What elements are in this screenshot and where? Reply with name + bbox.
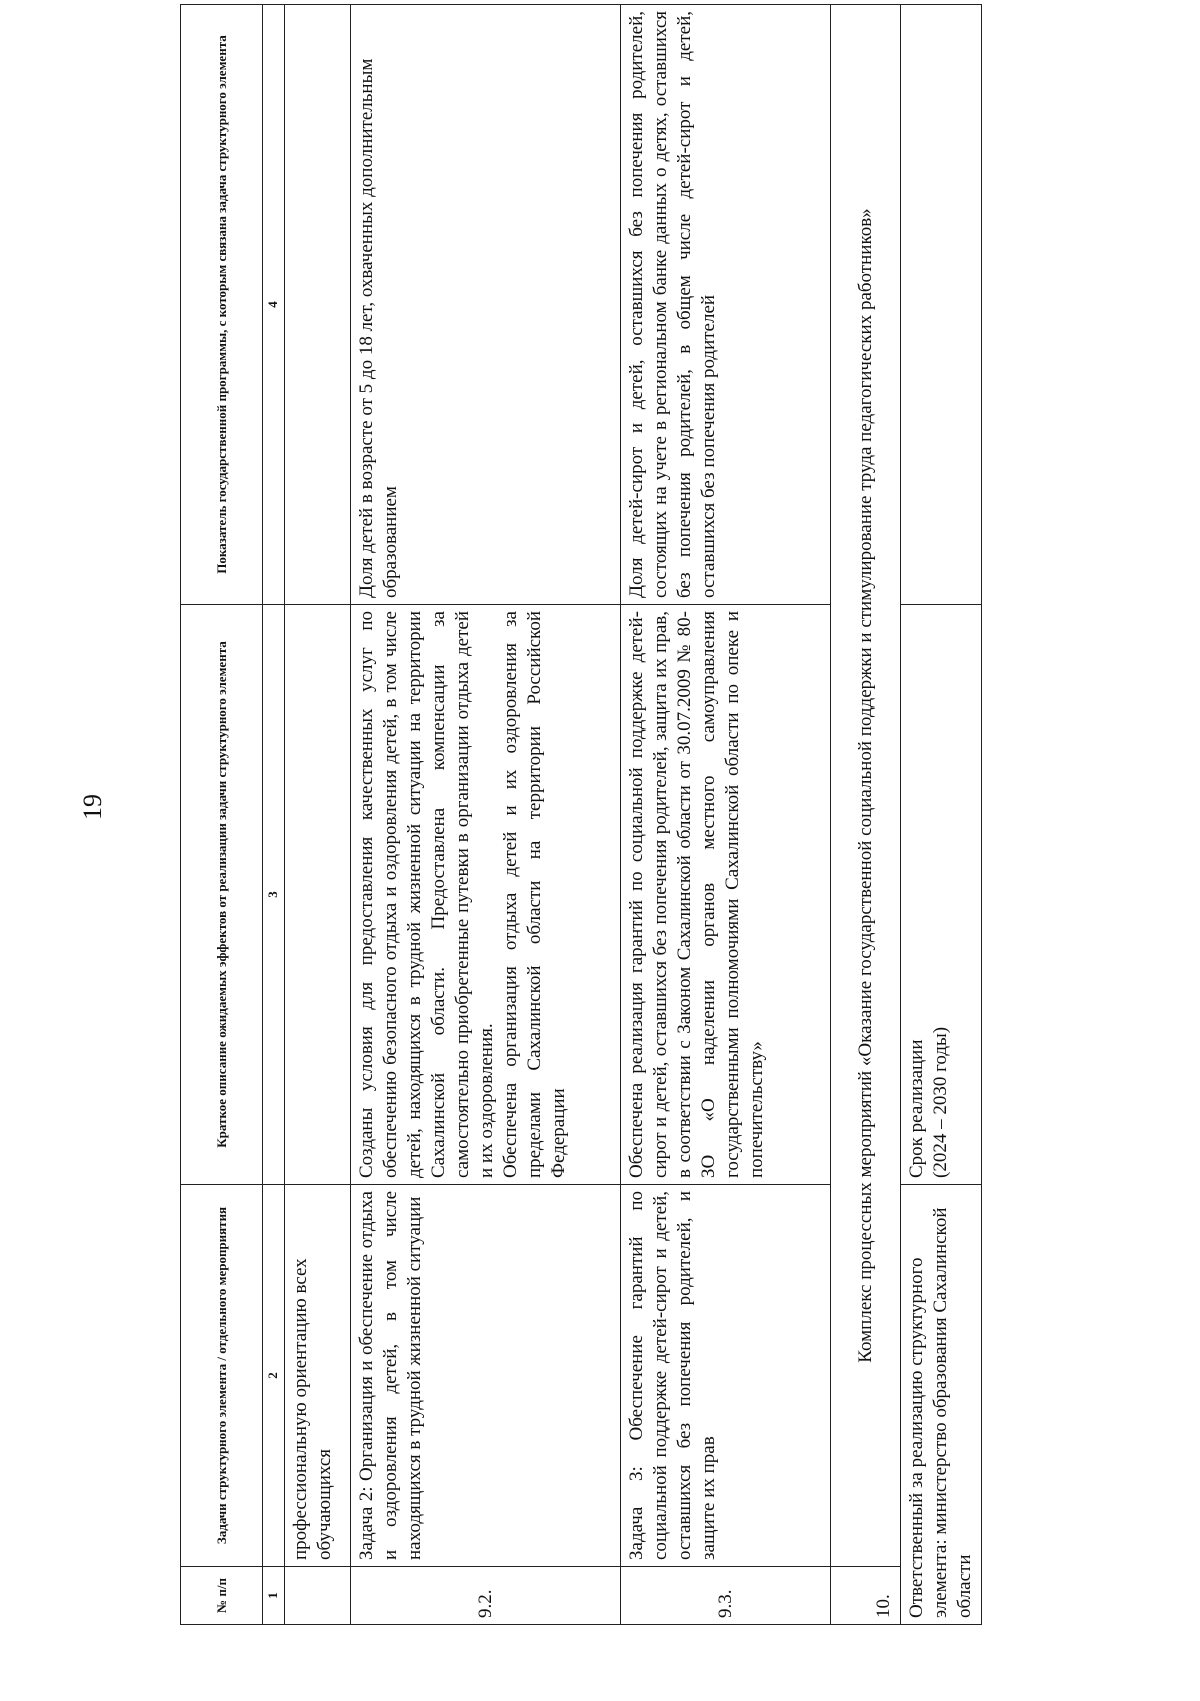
effect-cell [351, 605, 621, 1185]
task-cell: Задача 3: Обеспечение гарантий по социальной поддержке детей-сирот и детей, оставшихся без попечения родителей, и защите их прав [621, 1185, 831, 1567]
section-number: 10. [831, 1567, 901, 1625]
term-label: Срок реализации [906, 1039, 927, 1178]
task-cell: профессиональную ориентацию всех обучающихся [285, 1185, 351, 1567]
header-indicator: Показатель государственной программы, с которым связана задача структурного элемента [181, 5, 263, 605]
section-row [831, 5, 901, 1625]
indicator-cell: Доля детей в возрасте от 5 до 18 лет, охваченных дополнительным образованием [351, 5, 621, 605]
indicator-cell [285, 5, 351, 605]
header-number: № п/п [181, 1567, 263, 1625]
row-number [285, 1567, 351, 1625]
header-tasks: Задачи структурного элемента / отдельного мероприятия [181, 1185, 263, 1567]
effect-text: Созданы условия для предоставления качественных услуг по обеспечению безопасного отдыха и оздоровления детей, в том числе детей, находящихся в трудной жизненной ситуации на территории Сахалинской области. Предоставлена компенсации за самостоятельно приобретенные путевки в организации отдыха детей и их оздоровления. [356, 611, 497, 1178]
task-cell: Задача 2: Организация и обеспечение отдыха и оздоровления детей, в том числе находящихся в трудной жизненной ситуации [351, 1185, 621, 1567]
term-cell [901, 605, 982, 1185]
col-number-3: 3 [263, 605, 285, 1185]
rotated-table-wrapper [180, 5, 975, 1625]
effect-text-2: Обеспечена организация отдыха детей и их оздоровления за пределами Сахалинской области на территории Российской Федерации [499, 611, 569, 1178]
column-number-row [263, 5, 285, 1625]
table-row [285, 5, 351, 1625]
effect-cell [285, 605, 351, 1185]
header-row [181, 5, 263, 1625]
program-table [180, 4, 982, 1625]
responsible-row [901, 5, 982, 1625]
col-number-2: 2 [263, 1185, 285, 1567]
empty-cell [901, 5, 982, 605]
row-number: 9.3. [621, 1567, 831, 1625]
section-title: Комплекс процессных мероприятий «Оказание государственной социальной поддержки и стимулирование труда педагогических работников» [831, 5, 901, 1567]
indicator-cell: Доля детей-сирот и детей, оставшихся без попечения родителей, состоящих на учете в региональном банке данных о детях, оставшихся без попечения родителей, в общем числе детей-сирот и детей, оставшихся без попечения родителей [621, 5, 831, 605]
header-effects: Краткое описание ожидаемых эффектов от реализации задачи структурного элемента [181, 605, 263, 1185]
col-number-1: 1 [263, 1567, 285, 1625]
effect-cell: Обеспечена реализация гарантий по социальной поддержке детей-сирот и детей, оставшихся без попечения родителей, защита их прав, в соответствии с Законом Сахалинской области от 30.07.2009 № 80-ЗО «О наделении органов местного самоуправления государственными полномочиями Сахалинской области по опеке и попечительству» [621, 605, 831, 1185]
table-row [621, 5, 831, 1625]
term-value: (2024 – 2030 годы) [929, 1026, 951, 1178]
page-number: 19 [78, 794, 107, 820]
table-row [351, 5, 621, 1625]
responsible-label: Ответственный за реализацию структурного элемента: министерство образования Сахалинской области [901, 1185, 982, 1625]
col-number-4: 4 [263, 5, 285, 605]
row-number: 9.2. [351, 1567, 621, 1625]
